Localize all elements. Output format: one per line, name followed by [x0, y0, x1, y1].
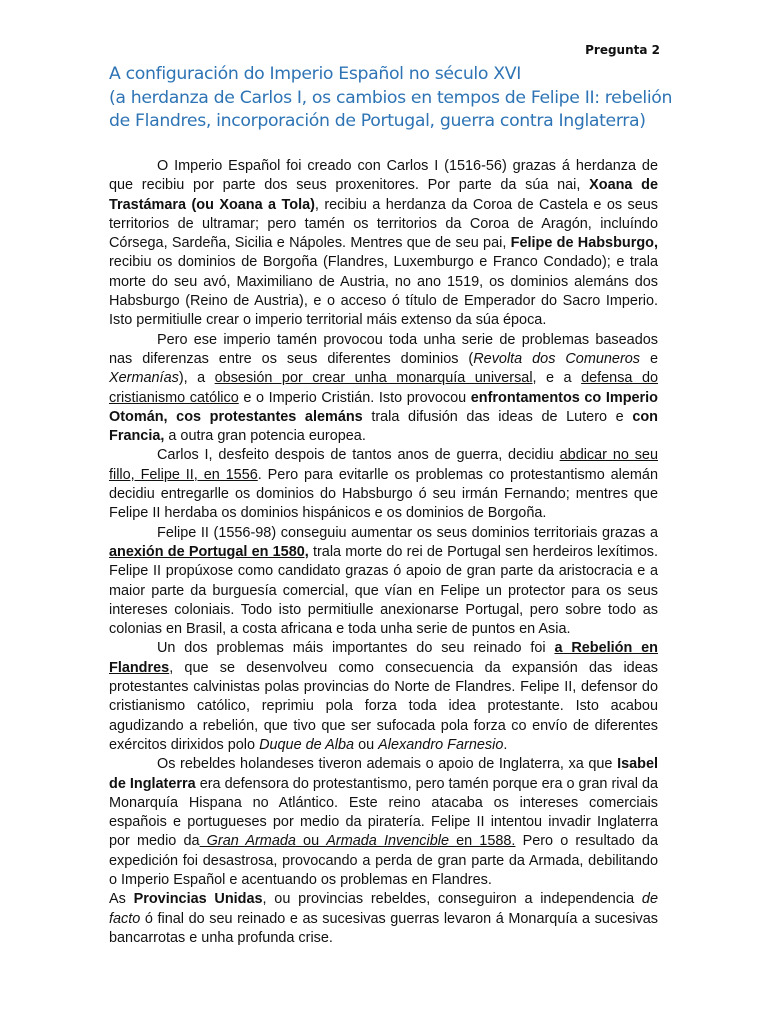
text: Un dos problemas máis importantes do seu reinado foi [157, 640, 555, 657]
bold-term: Provincias Unidas [133, 891, 263, 908]
bold-term: enfrontamentos co Imperio Otomán, cos protestantes alemáns [109, 389, 658, 425]
text: a outra gran potencia europea. [164, 428, 366, 445]
text: en 1588. [448, 833, 516, 850]
text: ), a [178, 370, 215, 387]
paragraph-abdication [109, 446, 658, 523]
text: e o Imperio Cristián. Isto provocou [238, 389, 471, 406]
document-body [109, 157, 658, 948]
underlined-armada [200, 833, 516, 849]
text: ou [354, 736, 379, 753]
text: , e a [532, 370, 582, 387]
paragraph-carlos-inheritance [109, 157, 658, 331]
text: recibiu os dominios de Borgoña (Flandres, Luxemburgo e Franco Condado); e trala morte do seu avó, Maximiliano de Austria, no ano 1519, os dominios alemáns dos Habsburgo (Reino de Austria), e o acceso ó título de Emperador do Sacro Imperio. Isto permitiulle crear o imperio territorial máis extenso da súa época. [109, 254, 658, 329]
italic-term: Armada Invencible [326, 833, 449, 850]
bold-term: con Francia, [109, 408, 658, 445]
text: ó final do seu reinado e as sucesivas guerras levaron á Monarquía a sucesivas bancarrotas e unha profunda crise. [109, 910, 658, 946]
italic-term: Duque de Alba [259, 736, 355, 753]
text: . Pero para evitarlle os problemas co protestantismo alemán decidiu entregarlle os dominios do Habsburgo ó seu irmán Fernando; mentres que Felipe II herdaba os dominios hispánicos e os dominios de Borgoña. [109, 466, 658, 522]
text: , que se desenvolveu como consecuencia da expansión das ideas protestantes calvinistas polas provincias do Norte de Flandres. Felipe II, defensor do cristianismo católico, reprimiu pola forza toda idea protestante. Isto acabou agudizando a rebelión, que tivo que ser sufocada pola forza co envío de diferentes exércitos dirixidos polo [109, 659, 658, 753]
text: As [109, 891, 134, 908]
text: e [640, 350, 659, 367]
title-line-1: A configuración do Imperio Español no século XVI [109, 64, 521, 84]
title-line-2: (a herdanza de Carlos I, os cambios en tempos de Felipe II: rebelión [109, 87, 673, 108]
document-title [109, 63, 689, 134]
title-line-3: de Flandres, incorporación de Portugal, guerra contra Inglaterra) [109, 111, 646, 131]
bold-term: Isabel de Inglaterra [109, 756, 658, 792]
paragraph-flanders [109, 639, 658, 755]
text: trala morte do rei de Portugal sen herdeiros lexítimos. Felipe II propúxose como candidato grazas ó apoio de gran parte da aristocracia e a maior parte da burguesía comercial, que vían en Felipe un protector para os seus intereses coloniais. Todo isto permitiulle anexionarse Portugal, pero sobre todo as colonias en Brasil, a costa africana e toda unha serie de puntos en Asia. [109, 543, 658, 638]
italic-term: Xermanías [109, 370, 179, 387]
text: Felipe II (1556-98) conseguiu aumentar os seus dominios territoriais grazas a [157, 524, 658, 541]
underlined-term: obsesión por crear unha monarquía universal [214, 370, 533, 387]
italic-term: Gran Armada [199, 833, 296, 850]
text: , ou provincias rebeldes, conseguiron a independencia [262, 891, 642, 908]
text: ou [295, 833, 327, 850]
text: era defensora do protestantismo, pero tamén porque era o gran rival da Monarquía Hispana no Atlántico. Este reino atacaba os intereses comerciais españois e portugueses por medio da piratería. Felipe II intentou invadir Inglaterra por medio da [109, 775, 659, 850]
italic-term: Alexandro Farnesio [378, 736, 504, 753]
paragraph-portugal [109, 524, 658, 640]
text: Pero o resultado da expedición foi desastrosa, provocando a perda de gran parte da Armada, debilitando o Imperio Español e acentuando os problemas en Flandres. [109, 833, 658, 888]
text: O Imperio Español foi creado con Carlos I (1516-56) grazas á herdanza de que recibiu por parte dos seus proxenitores. Por parte da súa nai, [109, 158, 658, 194]
underlined-term: defensa do cristianismo católico [109, 370, 658, 406]
paragraph-england [109, 755, 658, 890]
italic-term: Revolta dos Comuneros [473, 350, 641, 367]
underlined-term: abdicar no seu fillo, Felipe II, en 1556 [109, 447, 658, 483]
bold-underlined-term: a Rebelión en Flandres [109, 640, 658, 676]
text: Pero ese imperio tamén provocou toda unha serie de problemas baseados nas diferenzas entre os seus diferentes dominios ( [109, 331, 658, 367]
text: , recibiu a herdanza da Coroa de Castela e os seus territorios de ultramar; pero tamén os territorios da Coroa de Aragón, incluíndo Córsega, Sardeña, Sicilia e Nápoles. Mentres que de seu pai, [109, 196, 658, 252]
bold-term: Felipe de Habsburgo, [510, 235, 658, 252]
page-label: Pregunta 2 [585, 43, 660, 57]
italic-term: de facto [109, 891, 658, 927]
paragraph-empire-problems [109, 331, 658, 447]
paragraph-united-provinces [109, 890, 658, 948]
text: Os rebeldes holandeses tiveron ademais o apoio de Inglaterra, xa que [157, 756, 618, 773]
text: trala difusión das ideas de Lutero e [362, 408, 633, 425]
text: . [503, 736, 508, 753]
bold-term: Xoana de Trastámara (ou Xoana a Tola) [109, 177, 659, 213]
text: Carlos I, desfeito despois de tantos anos de guerra, decidiu [157, 447, 560, 464]
bold-underlined-term: anexión de Portugal en 1580, [109, 543, 309, 560]
